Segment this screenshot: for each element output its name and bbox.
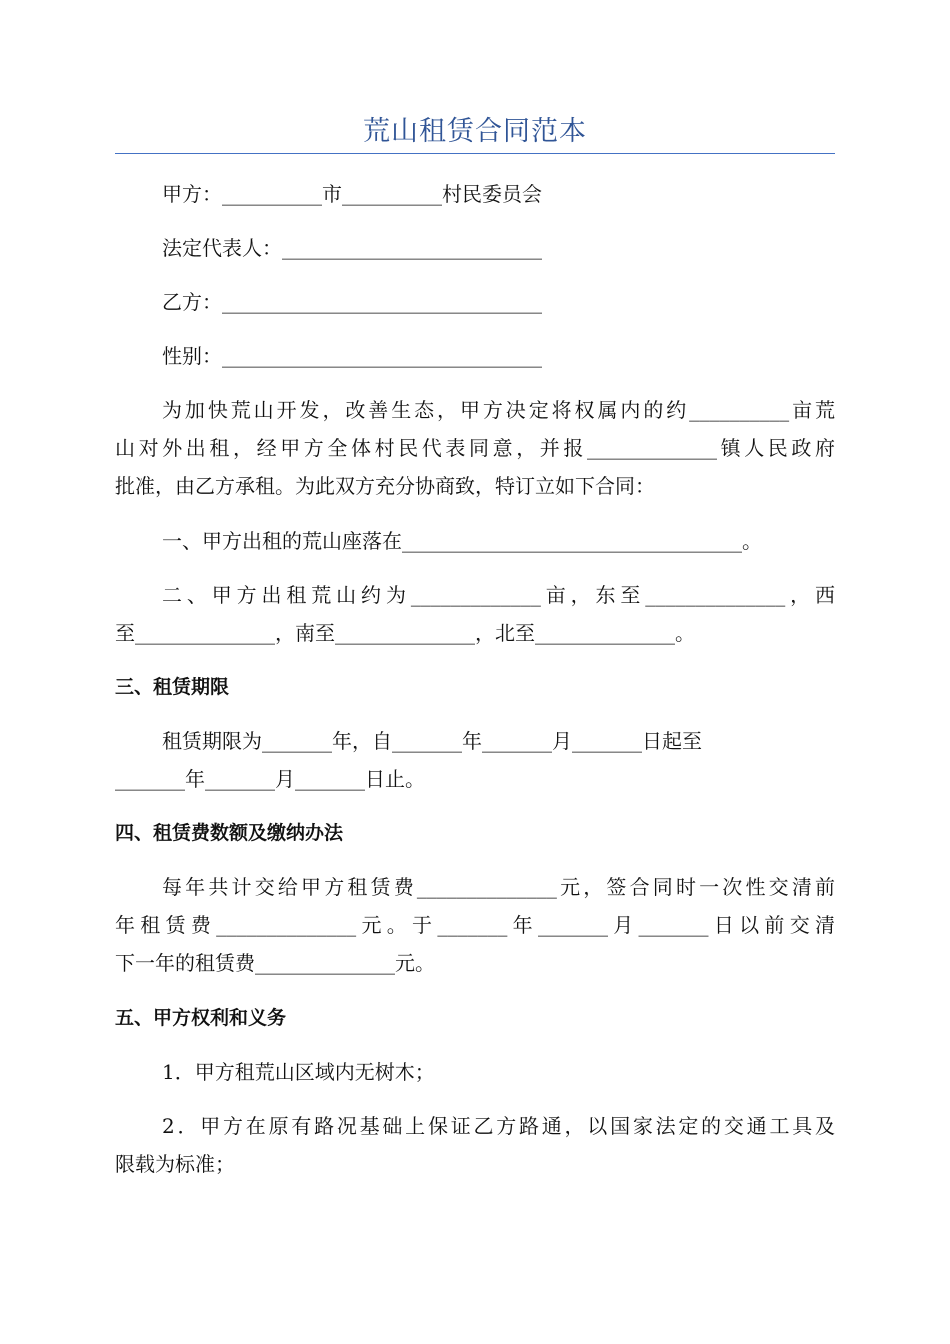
clause-area-line-2: 至______________，南至______________，北至______________。 bbox=[115, 621, 695, 645]
rights-item-1: 1．甲方租荒山区域内无树木； bbox=[162, 1060, 435, 1084]
section-heading-lease-term: 三、租赁期限 bbox=[115, 676, 230, 698]
party-b-line: 乙方：________________________________ bbox=[162, 290, 542, 314]
clause-area-line-1: 二、甲方出租荒山约为_____________亩，东至______________，西 bbox=[162, 583, 835, 607]
fees-line-1: 每年共计交给甲方租赁费______________元，签合同时一次性交清前 bbox=[162, 875, 835, 899]
title-underline bbox=[115, 153, 835, 154]
intro-paragraph-line-1: 为加快荒山开发，改善生态，甲方决定将权属内的约__________亩荒 bbox=[162, 398, 835, 422]
section-heading-fees: 四、租赁费数额及缴纳办法 bbox=[115, 822, 344, 844]
rights-item-2-line-1: 2．甲方在原有路况基础上保证乙方路通，以国家法定的交通工具及 bbox=[162, 1114, 835, 1138]
fees-line-3: 下一年的租赁费______________元。 bbox=[115, 951, 435, 975]
gender-line: 性别：________________________________ bbox=[162, 344, 542, 368]
intro-paragraph-line-2: 山对外出租，经甲方全体村民代表同意，并报_____________镇人民政府 bbox=[115, 436, 835, 460]
lease-term-line-1: 租赁期限为_______年，自_______年_______月_______日起至 bbox=[162, 729, 702, 753]
fees-line-2: 年租赁费______________元。于_______年_______月_______日以前交清 bbox=[115, 913, 835, 937]
lease-term-line-2: _______年_______月_______日止。 bbox=[115, 767, 425, 791]
section-heading-party-a-rights: 五、甲方权利和义务 bbox=[115, 1007, 287, 1029]
clause-location: 一、甲方出租的荒山座落在__________________________________。 bbox=[162, 529, 762, 553]
party-a-line: 甲方：__________市__________村民委员会 bbox=[162, 182, 542, 206]
legal-representative-line: 法定代表人：__________________________ bbox=[162, 236, 542, 260]
intro-paragraph-line-3: 批准，由乙方承租。为此双方充分协商致，特订立如下合同： bbox=[115, 474, 655, 498]
document-title: 荒山租赁合同范本 bbox=[363, 116, 587, 147]
rights-item-2-line-2: 限载为标准； bbox=[115, 1152, 235, 1176]
